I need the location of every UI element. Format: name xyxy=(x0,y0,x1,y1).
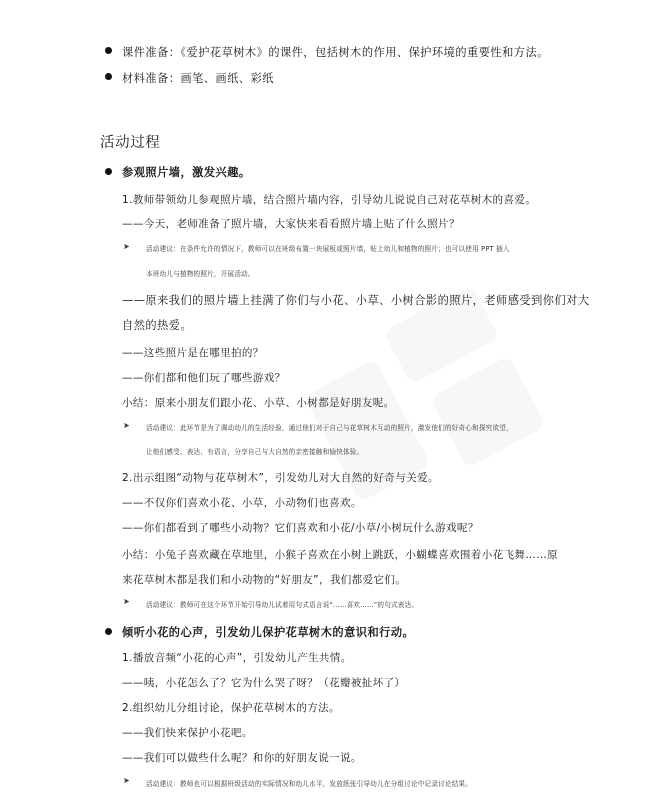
part2-heading: 倾听小花的心声，引发幼儿保护花草树木的意识和行动。 xyxy=(122,626,415,639)
prep-line: 课件准备：《爱护花草树木》的课件，包括树木的作用、保护环境的重要性和方法。 xyxy=(122,46,549,59)
activity-note: 活动建议：此环节是为了调动幼儿的生活经验，通过他们对于自己与花草树木互动的照片，激发他们的好奇心和探究欲望， xyxy=(146,424,513,432)
body-line: 2.出示组图“动物与花草树木”，引发幼儿对大自然的好奇与关爱。 xyxy=(122,472,439,484)
summary-line: 小结：原来小朋友们跟小花、小草、小树都是好朋友呢。 xyxy=(122,397,395,409)
bullet-icon xyxy=(105,47,112,54)
prep-line: 材料准备：画笔、画纸、彩纸 xyxy=(122,72,274,85)
body-line: ——今天，老师准备了照片墙，大家快来看看照片墙上贴了什么照片？ xyxy=(122,218,460,230)
arrow-marker-icon: ➤ xyxy=(123,421,130,430)
body-line: 自然的热爱。 xyxy=(122,319,193,332)
arrow-marker-icon: ➤ xyxy=(123,597,130,606)
arrow-marker-icon: ➤ xyxy=(123,776,130,785)
summary-line: 小结：小兔子喜欢藏在草地里，小猴子喜欢在小树上跳跃，小蝴蝶喜欢围着小花飞舞……原 xyxy=(122,549,558,561)
body-line: 1.播放音频“小花的心声”，引发幼儿产生共情。 xyxy=(122,652,352,664)
body-line: ——原来我们的照片墙上挂满了你们与小花、小草、小树合影的照片，老师感受到你们对大 xyxy=(122,294,590,307)
part1-heading: 参观照片墙，激发兴趣。 xyxy=(122,166,251,179)
activity-note: 活动建议：教师可在这个环节开始引导幼儿试着用句式语言说“……喜欢……”的句式表达。 xyxy=(146,601,419,609)
body-line: ——我们快来保护小花吧。 xyxy=(122,727,253,739)
activity-note: 本班幼儿与植物的照片，开展活动。 xyxy=(146,270,255,278)
arrow-marker-icon: ➤ xyxy=(123,242,130,251)
bullet-icon xyxy=(105,73,112,80)
bullet-icon xyxy=(105,628,112,635)
body-line: ——你们都和他们玩了哪些游戏？ xyxy=(122,372,286,384)
bullet-icon xyxy=(105,168,112,175)
summary-line: 来花草树木都是我们和小动物的“好朋友”，我们都爱它们。 xyxy=(122,574,407,586)
activity-note: 让他们感受、表达、有语言，分享自己与大自然的亲密接触和愉快体验。 xyxy=(146,448,364,456)
activity-note: 活动建议：在条件允许的情况下，教师可以在班级布置一块展板或照片墙，贴上幼儿和植物的照片；也可以使用 PPT 插入 xyxy=(146,245,510,253)
body-line: 2.组织幼儿分组讨论，保护花草树木的方法。 xyxy=(122,702,340,714)
section-title: 活动过程 xyxy=(100,135,161,151)
body-line: ——咦，小花怎么了？它为什么哭了呀？（花瓣被扯坏了） xyxy=(122,677,406,689)
body-line: ——不仅你们喜欢小花、小草，小动物们也喜欢。 xyxy=(122,497,362,509)
activity-note: 活动建议：教师也可以根据班级活动的实际情况和幼儿水平，发放纸张引导幼儿在分组讨论中记录讨论结果。 xyxy=(146,780,473,788)
body-line: ——这些照片是在哪里拍的？ xyxy=(122,347,264,359)
body-line: 1.教师带领幼儿参观照片墙，结合照片墙内容，引导幼儿说说自己对花草树木的喜爱。 xyxy=(122,194,537,206)
body-line: ——我们可以做些什么呢？和你的好朋友说一说。 xyxy=(122,752,362,764)
body-line: ——你们都看到了哪些小动物？它们喜欢和小花/小草/小树玩什么游戏呢？ xyxy=(122,522,479,534)
